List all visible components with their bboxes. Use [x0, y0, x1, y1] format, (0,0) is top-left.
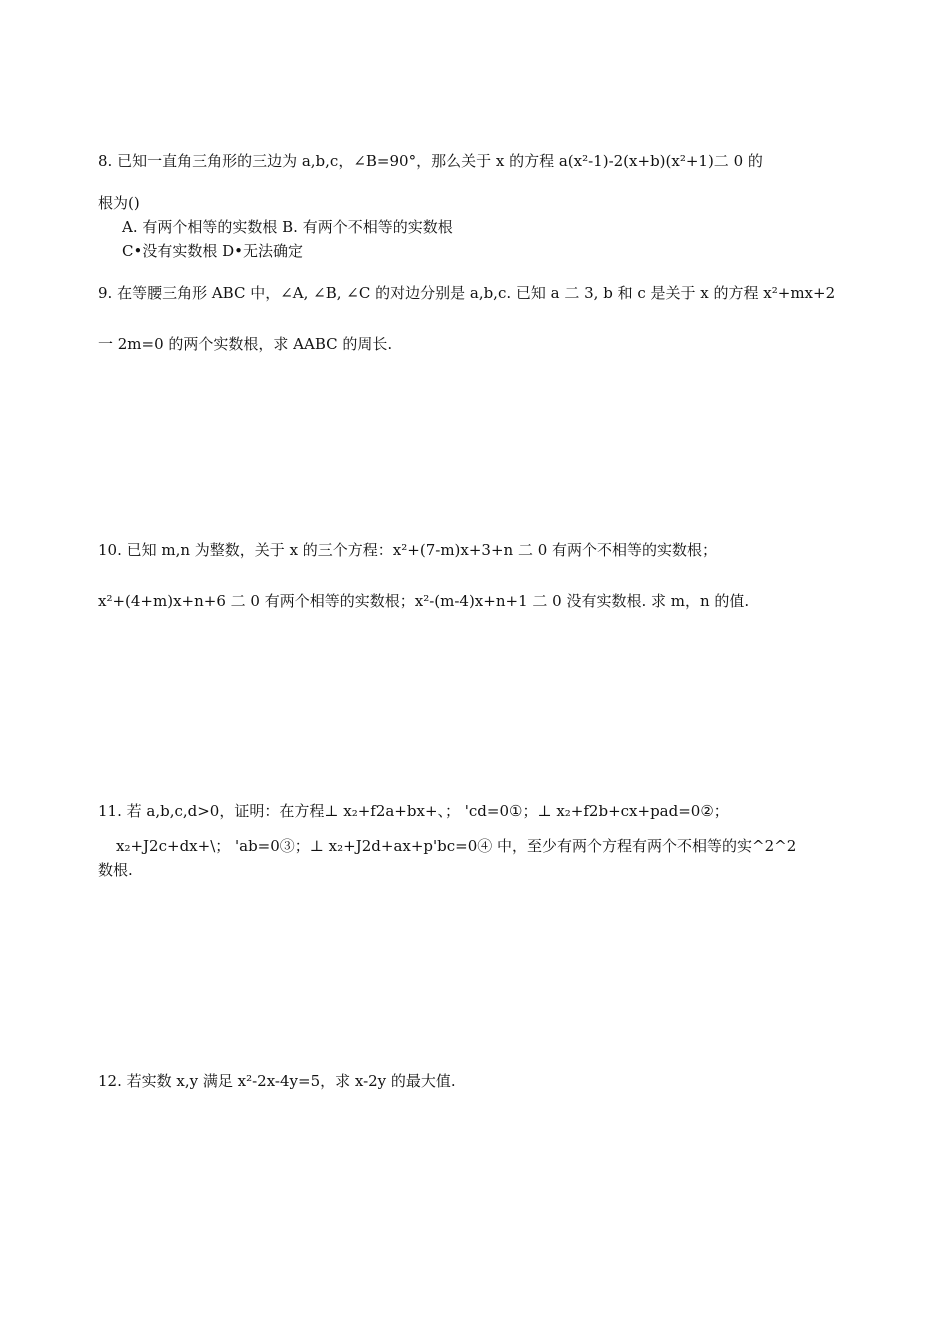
problem-10-line-2: x²+(4+m)x+n+6 二 0 有两个相等的实数根；x²-(m-4)x+n+1 二 0 没有实数根. 求 m，n 的值. [98, 592, 750, 610]
problem-10-line-1: 10. 已知 m,n 为整数，关于 x 的三个方程：x²+(7-m)x+3+n 二 0 有两个不相等的实数根； [98, 541, 718, 559]
problem-8-options-line-1: A. 有两个相等的实数根 B. 有两个不相等的实数根 [122, 218, 453, 236]
problem-9-line-1: 9. 在等腰三角形 ABC 中，∠A, ∠B, ∠C 的对边分别是 a,b,c. 已知 a 二 3, b 和 c 是关于 x 的方程 x²+mx+2 [98, 284, 836, 302]
problem-11-line-1: 11. 若 a,b,c,d>0，证明：在方程⊥ x₂+f2a+bx+、； 'cd=0①；⊥ x₂+f2b+cx+pad=0②； [98, 802, 729, 820]
problem-11-line-2: x₂+J2c+dx+\； 'ab=0③；⊥ x₂+J2d+ax+p'bc=0④ 中，至少有两个方程有两个不相等的实^2^2 [116, 837, 797, 855]
problem-9-line-2: 一 2m=0 的两个实数根，求 AABC 的周长. [98, 335, 393, 353]
problem-11-line-3: 数根. [98, 861, 133, 879]
problem-8-options-line-2: C•没有实数根 D•无法确定 [122, 242, 303, 260]
problem-12-line-1: 12. 若实数 x,y 满足 x²-2x-4y=5，求 x-2y 的最大值. [98, 1072, 456, 1090]
problem-8-line-1: 8. 已知一直角三角形的三边为 a,b,c，∠B=90°，那么关于 x 的方程 a(x²-1)-2(x+b)(x²+1)二 0 的 [98, 152, 763, 170]
problem-8-line-2: 根为() [98, 194, 140, 212]
